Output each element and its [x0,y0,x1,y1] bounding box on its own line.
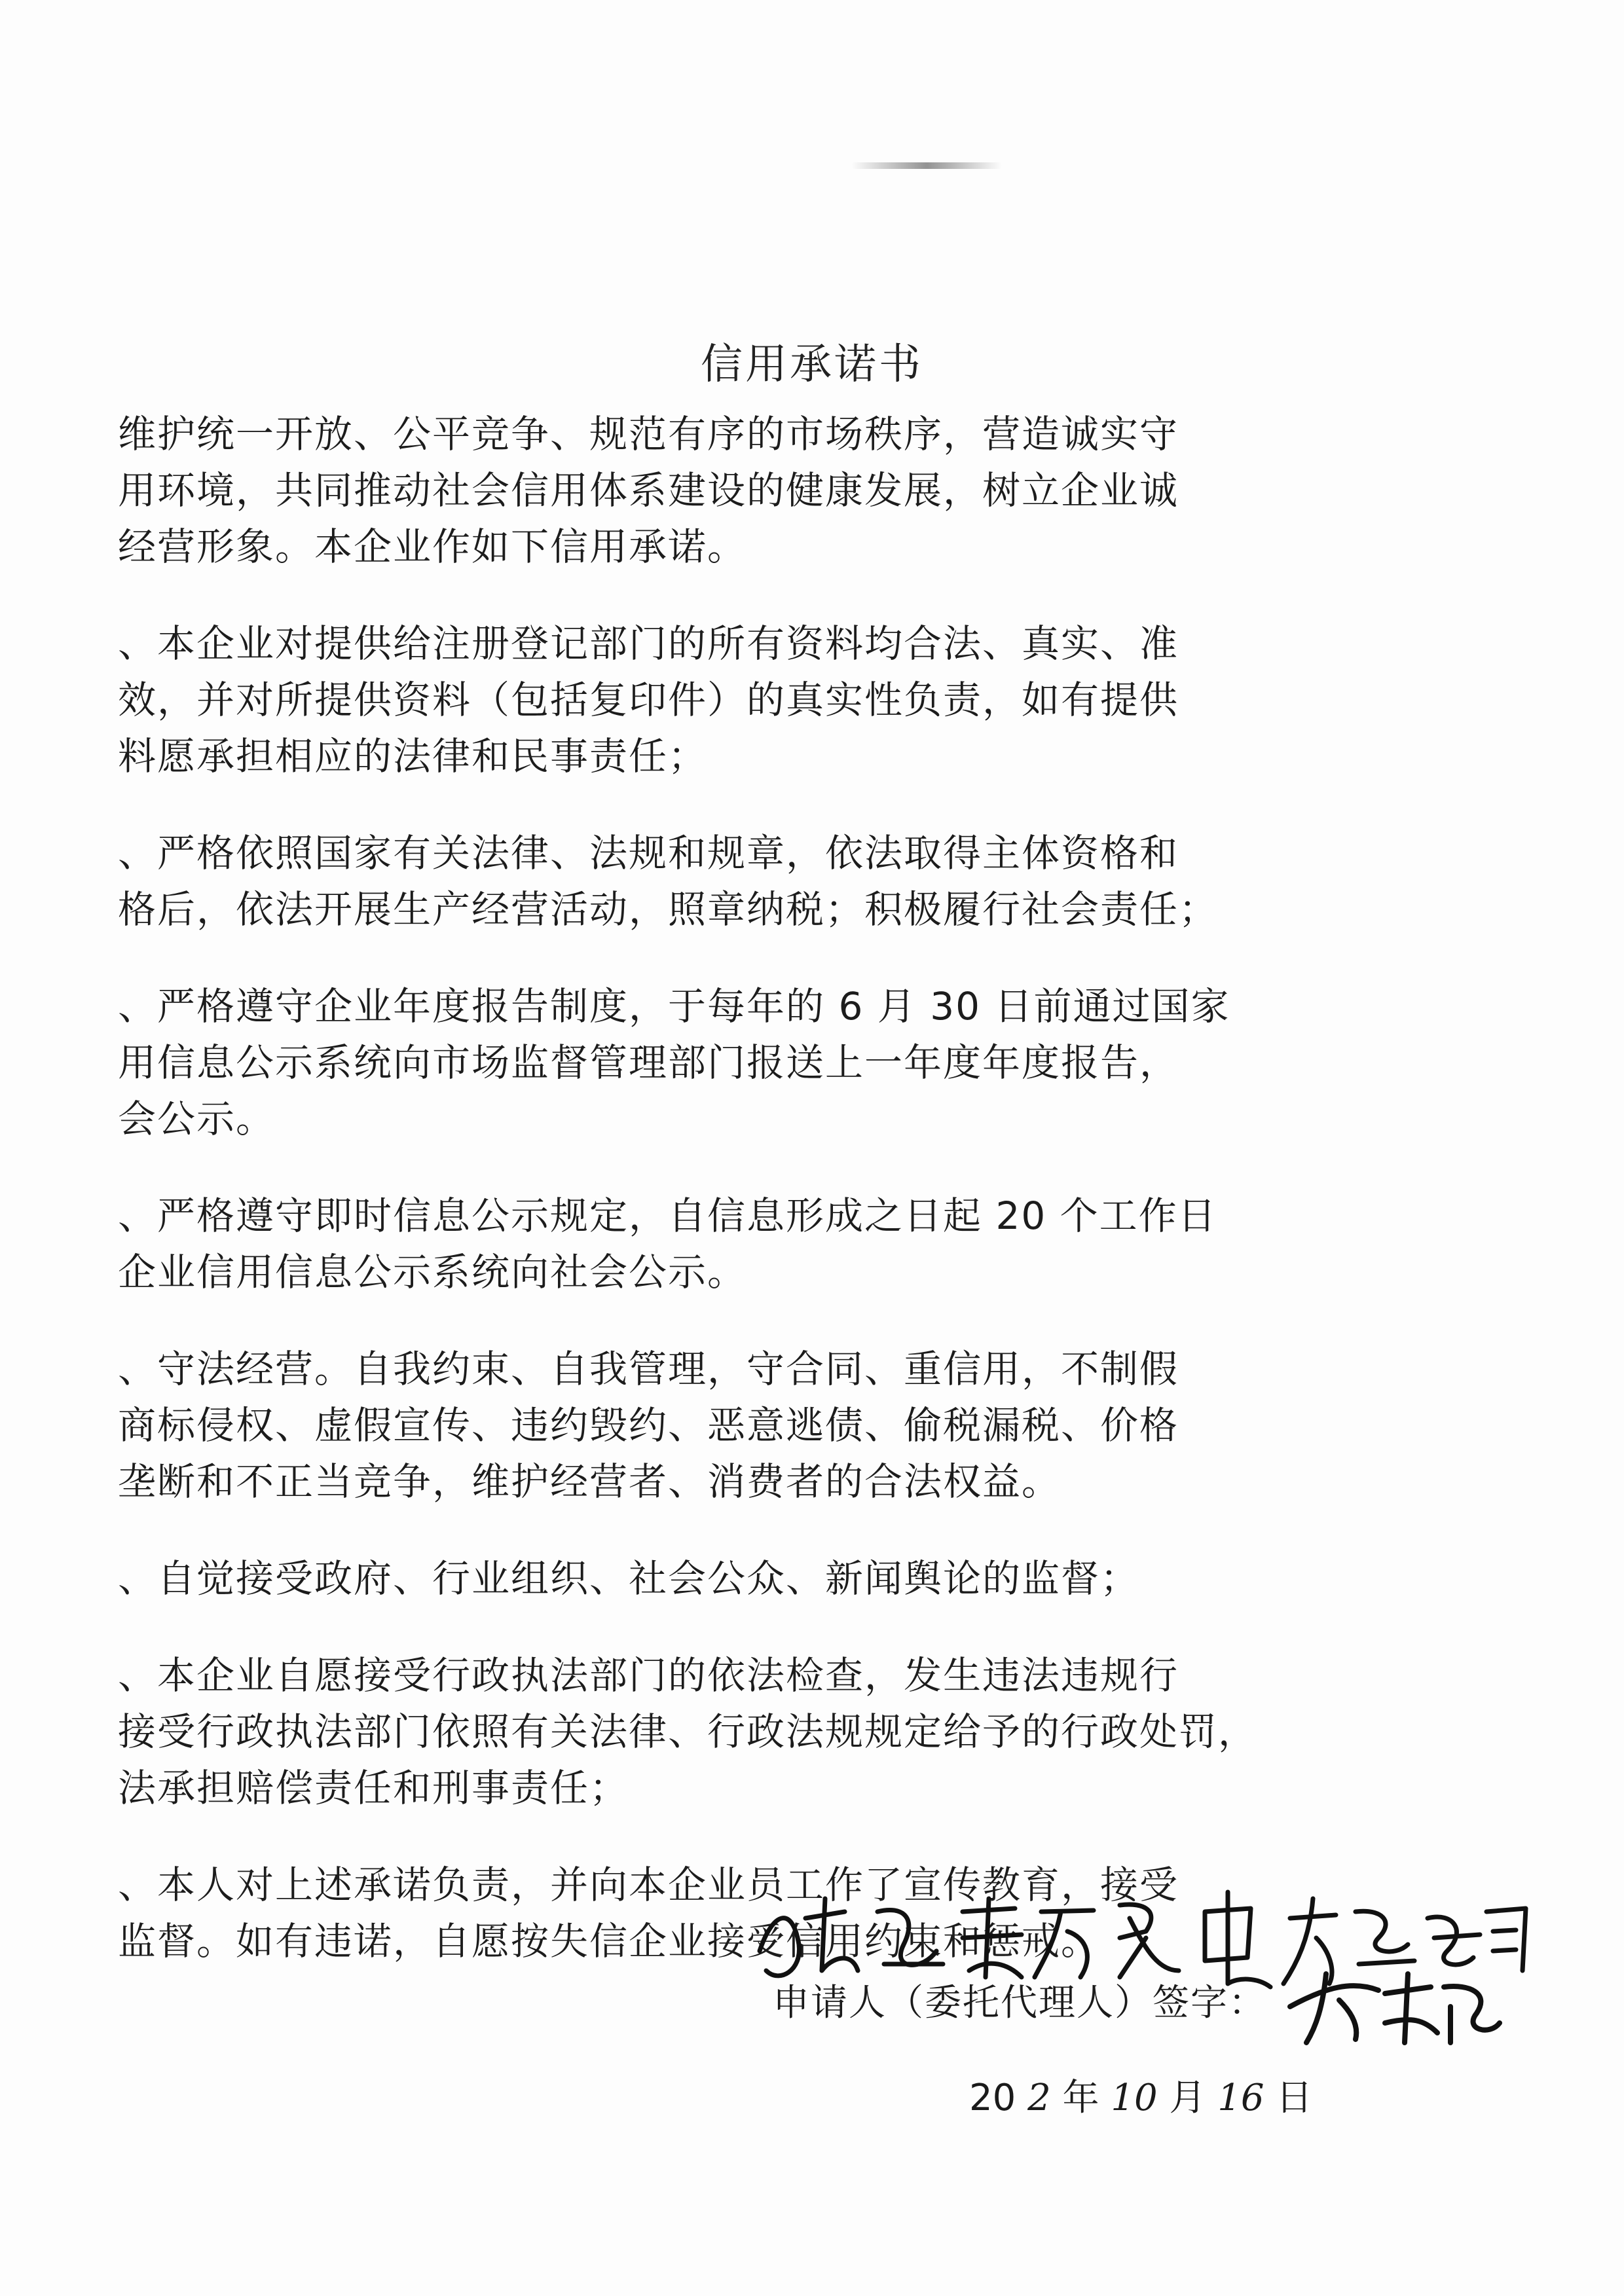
paragraph-line: 监督。如有违诺，自愿按失信企业接受信用约束和惩戒。 [118,1919,1101,1963]
document-body [118,406,1349,2010]
signature-date [969,2069,1312,2121]
paragraph-line: 企业信用信息公示系统向社会公示。 [118,1250,747,1294]
paragraph-line: 垄断和不正当竞争，维护经营者、消费者的合法权益。 [118,1459,1061,1504]
commitment-paragraph [118,1647,1349,1816]
date-day-label: 日 [1276,2077,1313,2119]
paragraph-line: 、本企业对提供给注册登记部门的所有资料均合法、真实、准 [118,621,1179,666]
paragraph-line: 、严格遵守即时信息公示规定，自信息形成之日起 20 个工作日 [118,1194,1217,1238]
paragraph-line: 料愿承担相应的法律和民事责任； [118,734,708,778]
date-year-handwritten: 2 [1027,2077,1051,2119]
signature-block [753,1872,1539,2134]
paragraph-line: 、本企业自愿接受行政执法部门的依法检查，发生违法违规行 [118,1653,1179,1698]
paragraph-line: 格后，依法开展生产经营活动，照章纳税；积极履行社会责任； [118,887,1219,932]
paragraph-line: 、守法经营。自我约束、自我管理，守合同、重信用，不制假 [118,1347,1179,1391]
paragraph-line: 、严格依照国家有关法律、法规和规章，依法取得主体资格和 [118,831,1179,875]
paragraph-line: 效，并对所提供资料（包括复印件）的真实性负责，如有提供 [118,678,1179,722]
date-day-handwritten: 16 [1217,2077,1264,2119]
paragraph-line: 经营形象。本企业作如下信用承诺。 [118,524,747,569]
paragraph-line: 、严格遵守企业年度报告制度，于每年的 6 月 30 日前通过国家 [118,984,1230,1029]
commitment-paragraph [118,1341,1349,1510]
paragraph-line: 维护统一开放、公平竞争、规范有序的市场秩序，营造诚实守 [118,412,1179,456]
commitment-paragraph [118,1188,1349,1300]
date-month-handwritten: 10 [1111,2077,1158,2119]
scan-artifact [851,162,1002,169]
applicant-handwritten-signature [1287,1961,1503,2046]
applicant-label: 申请人（委托代理人）签字： [773,1982,1266,2024]
commitment-paragraph [118,978,1349,1147]
paragraph-line: 、本人对上述承诺负责，并向本企业员工作了宣传教育，接受 [118,1863,1179,1907]
paragraph-line: 、自觉接受政府、行业组织、社会公众、新闻舆论的监督； [118,1556,1140,1601]
date-month-label: 月 [1169,2077,1206,2119]
paragraph-line: 用信息公示系统向市场监督管理部门报送上一年度年度报告， [118,1040,1179,1085]
document-title: 信用承诺书 [701,340,923,389]
paragraph-line: 法承担赔偿责任和刑事责任； [118,1766,629,1810]
commitment-paragraph [118,615,1349,784]
paragraph-line: 用环境，共同推动社会信用体系建设的健康发展，树立企业诚 [118,468,1179,513]
paragraph-line: 商标侵权、虚假宣传、违约毁约、恶意逃债、偷税漏税、价格 [118,1403,1179,1448]
date-prefix: 20 [969,2077,1016,2119]
paragraph-line: 会公示。 [118,1097,276,1141]
commitment-paragraph [118,1550,1349,1607]
commitment-paragraph [118,825,1349,938]
paragraph-line: 接受行政执法部门依照有关法律、行政法规规定给予的行政处罚， [118,1709,1258,1754]
commitment-paragraph [118,406,1349,575]
date-year-label: 年 [1062,2077,1099,2119]
